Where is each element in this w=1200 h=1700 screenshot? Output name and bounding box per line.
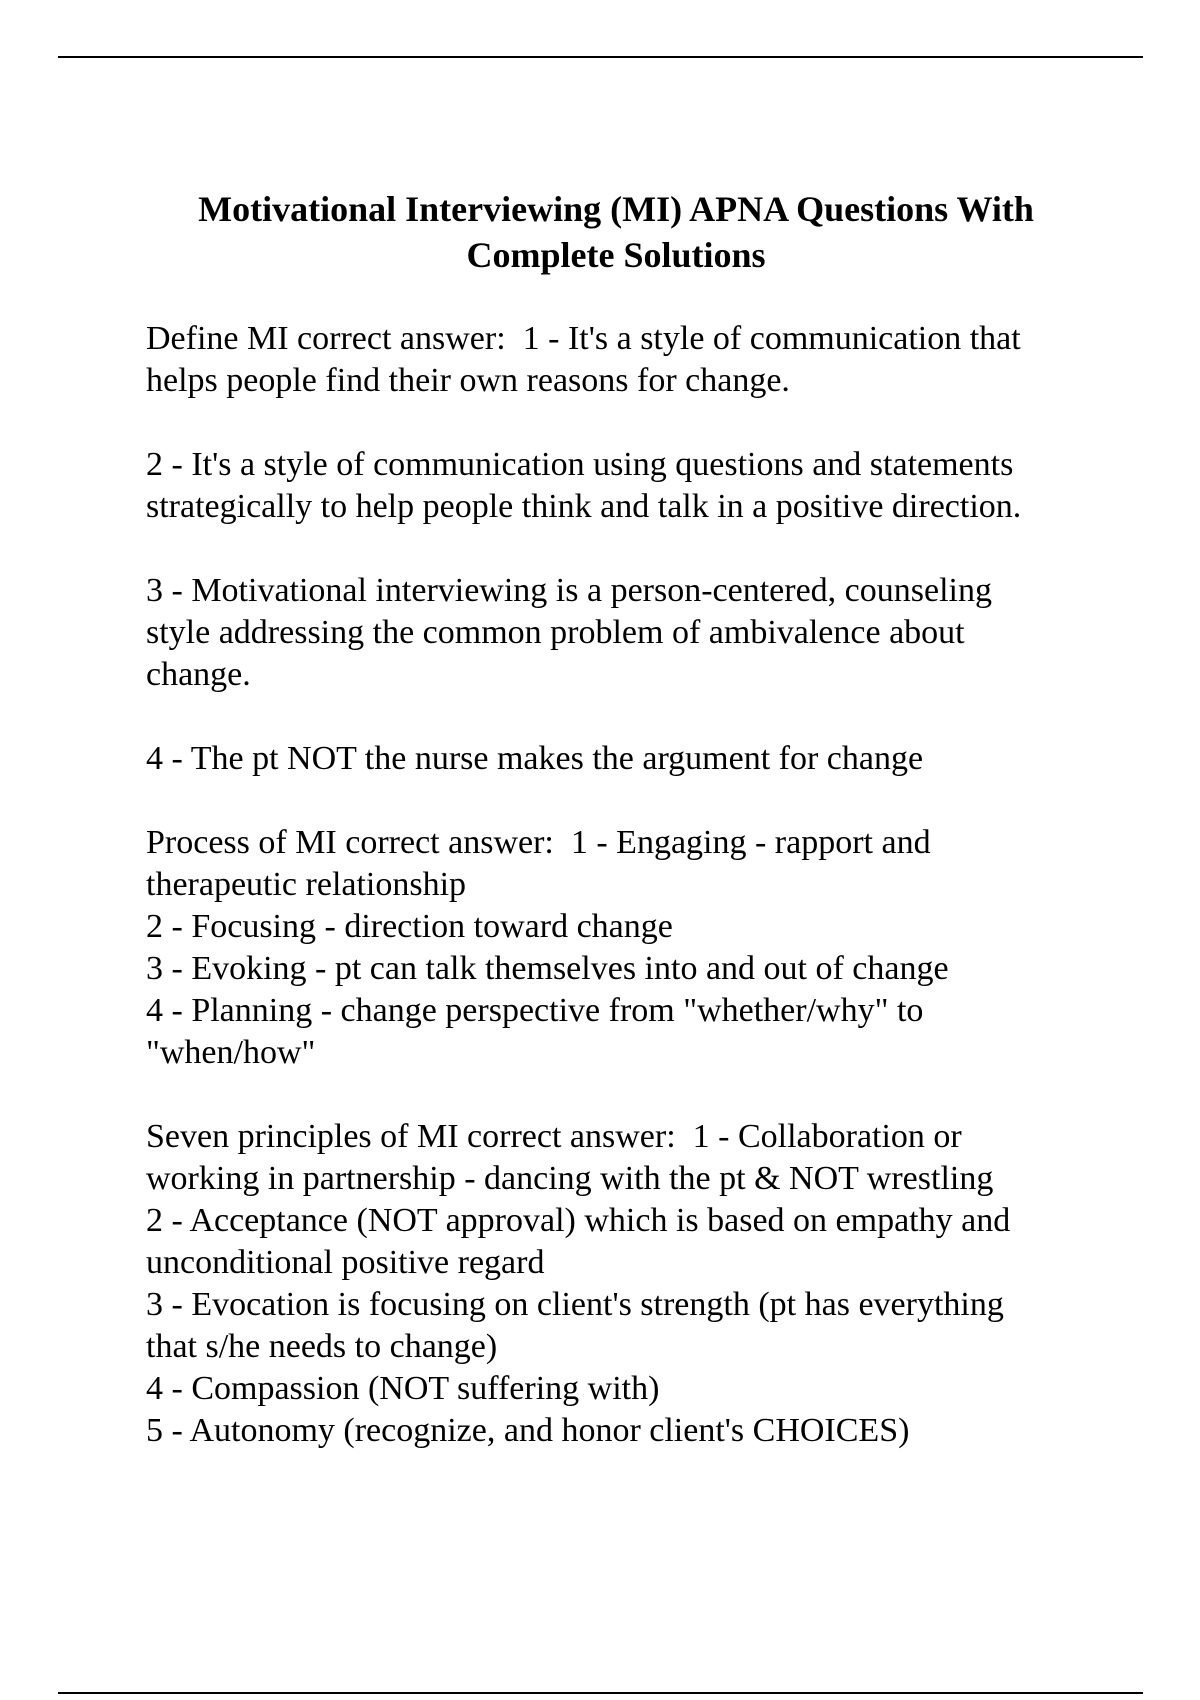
text-line: Process of MI correct answer: 1 - Engaging - rapport and bbox=[146, 824, 931, 861]
paragraph-define-mi-2 bbox=[146, 444, 1086, 528]
text-line: Seven principles of MI correct answer: 1 - Collaboration or bbox=[146, 1118, 962, 1155]
text-line: 2 - Acceptance (NOT approval) which is based on empathy and bbox=[146, 1202, 1011, 1239]
text-line: 3 - Evoking - pt can talk themselves into and out of change bbox=[146, 950, 949, 987]
text-line: 4 - Planning - change perspective from "whether/why" to bbox=[146, 992, 924, 1029]
text-line: that s/he needs to change) bbox=[146, 1328, 498, 1365]
text-line: 4 - Compassion (NOT suffering with) bbox=[146, 1370, 660, 1407]
text-line: "when/how" bbox=[146, 1034, 316, 1071]
page-title bbox=[136, 186, 1096, 278]
text-line: 2 - Focusing - direction toward change bbox=[146, 908, 673, 945]
text-line: strategically to help people think and talk in a positive direction. bbox=[146, 488, 1022, 525]
text-line: helps people find their own reasons for change. bbox=[146, 362, 790, 399]
paragraph-define-mi-4 bbox=[146, 738, 1086, 780]
text-line: 3 - Motivational interviewing is a person-centered, counseling bbox=[146, 572, 992, 609]
paragraph-define-mi-3 bbox=[146, 570, 1086, 696]
title-line: Motivational Interviewing (MI) APNA Questions With bbox=[198, 189, 1034, 229]
paragraph-seven-principles bbox=[146, 1116, 1086, 1452]
title-line: Complete Solutions bbox=[466, 235, 766, 275]
text-line: therapeutic relationship bbox=[146, 866, 467, 903]
paragraph-define-mi bbox=[146, 318, 1086, 402]
text-line: unconditional positive regard bbox=[146, 1244, 545, 1281]
text-line: 4 - The pt NOT the nurse makes the argument for change bbox=[146, 740, 924, 777]
top-divider bbox=[58, 56, 1143, 58]
text-line: style addressing the common problem of ambivalence about bbox=[146, 614, 965, 651]
qa-section bbox=[146, 318, 1086, 1452]
text-line: working in partnership - dancing with the pt & NOT wrestling bbox=[146, 1160, 994, 1197]
paragraph-process-of-mi bbox=[146, 822, 1086, 1074]
text-line: 5 - Autonomy (recognize, and honor client's CHOICES) bbox=[146, 1412, 910, 1449]
bottom-divider bbox=[58, 1692, 1143, 1694]
text-line: 2 - It's a style of communication using questions and statements bbox=[146, 446, 1014, 483]
text-line: change. bbox=[146, 656, 251, 693]
text-line: 3 - Evocation is focusing on client's strength (pt has everything bbox=[146, 1286, 1004, 1323]
text-line: Define MI correct answer: 1 - It's a style of communication that bbox=[146, 320, 1021, 357]
document-body bbox=[146, 186, 1086, 1452]
